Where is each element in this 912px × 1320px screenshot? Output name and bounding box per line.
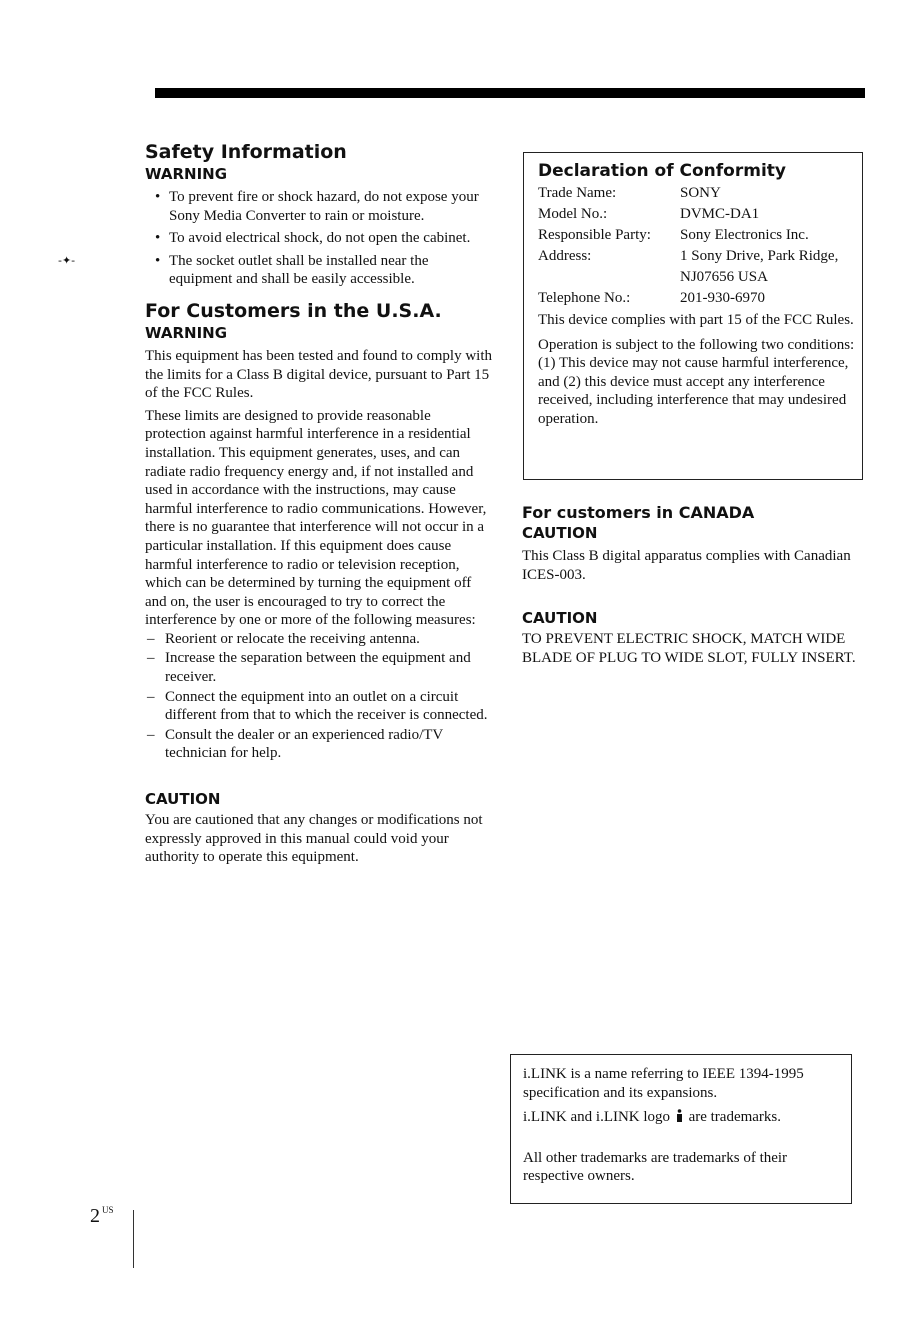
address-row: Address: 1 Sony Drive, Park Ridge, NJ07656 USA (538, 248, 839, 285)
left-column (145, 140, 495, 867)
plug-caution-heading: CAUTION (522, 609, 598, 628)
declaration-box (523, 152, 863, 480)
ilink-box (510, 1054, 852, 1204)
canada-caution-heading: CAUTION (522, 524, 598, 542)
canada-title: For customers in CANADA (522, 503, 755, 522)
safety-title: Safety Information (145, 141, 347, 163)
declaration-paragraph-1: This device complies with part 15 of the FCC Rules. (538, 312, 854, 328)
usa-title: For Customers in the U.S.A. (145, 299, 442, 322)
caution-text: You are cautioned that any changes or modifications not expressly approved in this manual could void your authority to operate this equipment. (145, 812, 483, 866)
warning-heading: WARNING (145, 165, 228, 183)
trade-name-row: Trade Name: SONY (538, 185, 721, 201)
measures-list (145, 630, 495, 763)
declaration-details (538, 183, 856, 309)
registration-mark: -✦- (58, 254, 76, 267)
declaration-paragraph-2: Operation is subject to the following two conditions: (1) This device may not cause harmful interference, and (2) this device must accept any interference received, including interference that may undesired operation. (538, 336, 855, 427)
list-item: • To avoid electrical shock, do not open the cabinet. (145, 229, 495, 248)
ilink-logo-icon (676, 1109, 683, 1123)
ilink-paragraph-2: i.LINK and i.LINK logo are trademarks. (523, 1109, 782, 1126)
margin-rule (133, 1210, 134, 1268)
usa-paragraph-1: This equipment has been tested and found to comply with the limits for a Class B digital device, pursuant to Part 15 of the FCC Rules. (145, 347, 493, 402)
list-item: – Consult the dealer or an experienced radio/TV technician for help. (145, 726, 495, 763)
page-number: 2 $^{US}$ (90, 1205, 114, 1227)
canada-text: This Class B digital apparatus complies with Canadian ICES-003. (522, 548, 851, 583)
caution-heading: CAUTION (145, 790, 221, 809)
plug-caution-text: TO PREVENT ELECTRIC SHOCK, MATCH WIDE BLADE OF PLUG TO WIDE SLOT, FULLY INSERT. (522, 631, 856, 666)
safety-list (145, 188, 495, 289)
declaration-title: Declaration of Conformity (538, 161, 786, 181)
list-item: – Reorient or relocate the receiving antenna. (145, 630, 495, 649)
header-rule (155, 88, 865, 98)
list-item: – Connect the equipment into an outlet on a circuit different from that to which the receiver is connected. (145, 688, 495, 725)
list-item: – Increase the separation between the equipment and receiver. (145, 649, 495, 686)
warning-heading-usa: WARNING (145, 323, 228, 342)
telephone-row: Telephone No.: 201-930-6970 (538, 290, 765, 306)
usa-paragraph-2: These limits are designed to provide reasonable protection against harmful interference in a residential installation. This equipment generates, uses, and can radiate radio frequency energy and, if not installed and used in accordance with the instructions, may cause harmful interference to radio communications. However, there is no guarantee that interference will not occur in a particular installation. If this equipment does cause harmful interference to radio or television reception, which can be determined by turning the equipment off and on, the user is encouraged to try to correct the interference by one or more of the following measures: (145, 407, 487, 629)
canada-section (522, 503, 862, 667)
ilink-paragraph-3: All other trademarks are trademarks of their respective owners. (523, 1149, 788, 1185)
ilink-paragraph-1: i.LINK is a name referring to IEEE 1394-1995 specification and its expansions. (523, 1066, 804, 1101)
model-row: Model No.: DVMC-DA1 (538, 206, 760, 222)
list-item: • To prevent fire or shock hazard, do not expose your Sony Media Converter to rain or moisture. (145, 188, 495, 225)
responsible-party-row: Responsible Party: Sony Electronics Inc. (538, 227, 809, 243)
list-item: • The socket outlet shall be installed near the equipment and shall be easily accessible. (145, 252, 495, 289)
